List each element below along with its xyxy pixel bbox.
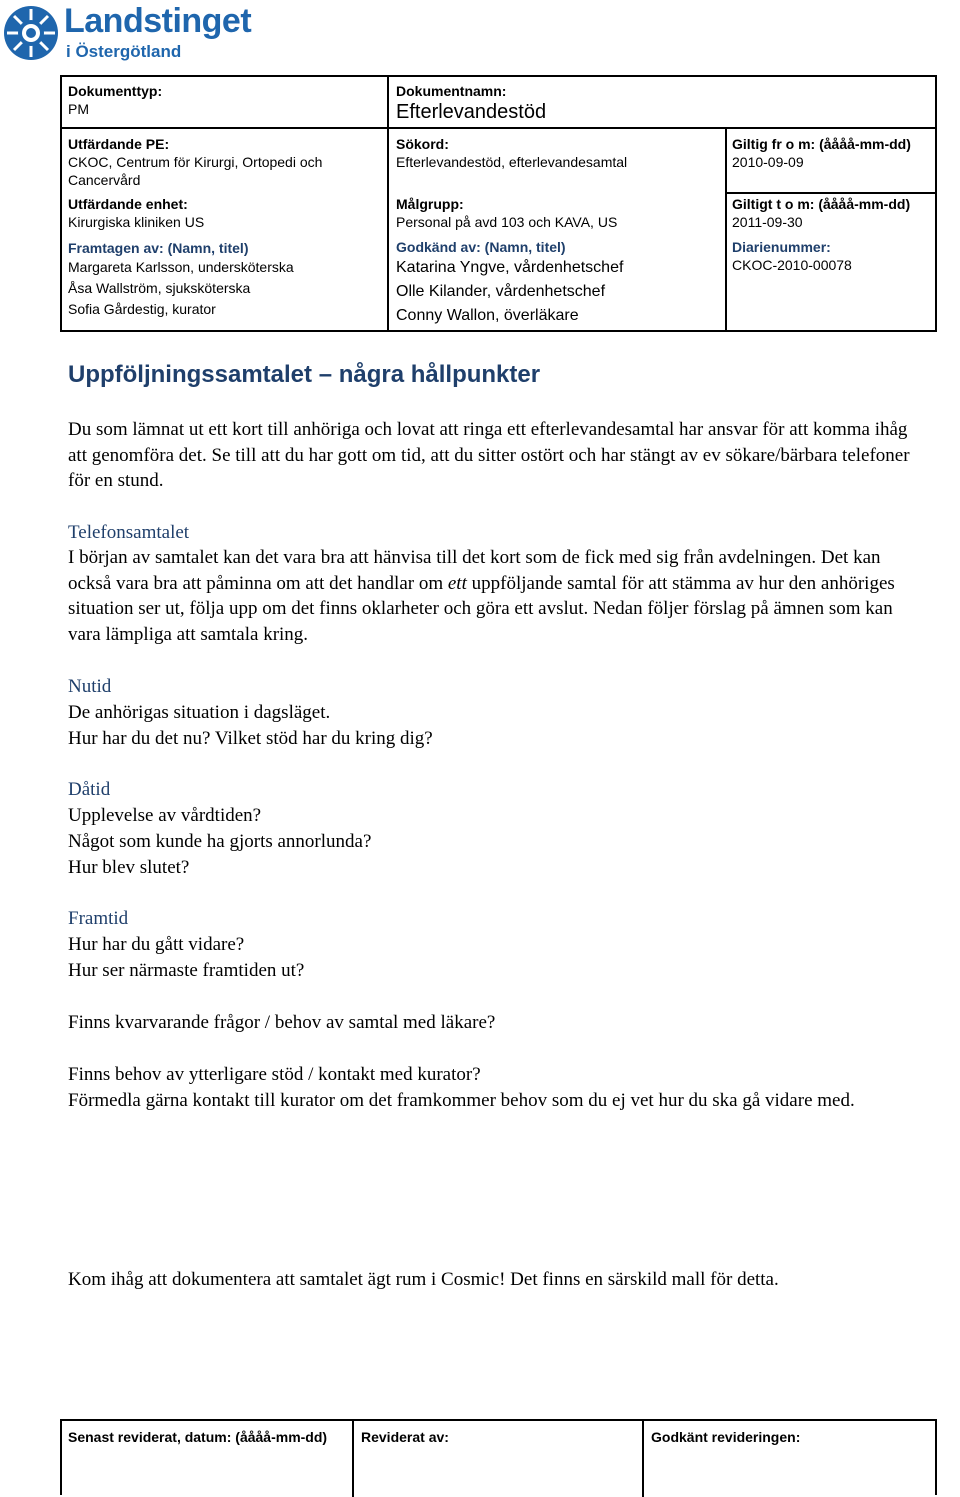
telefonsamtalet-emphasis: ett <box>447 572 467 594</box>
utfardande-enhet-value: Kirurgiska kliniken US <box>68 214 205 230</box>
diarienummer-label: Diarienummer: <box>732 239 831 255</box>
revision-table <box>60 1419 937 1495</box>
utfardande-pe-value: Cancervård <box>68 172 141 188</box>
godkand-value: Katarina Yngve, vårdenhetschef <box>396 259 624 276</box>
godkand-label: Godkänd av: (Namn, titel) <box>396 239 566 255</box>
logo-subtitle: i Östergötland <box>66 42 182 61</box>
dokumentnamn-value: Efterlevandestöd <box>396 101 547 123</box>
giltig-t-cell <box>732 196 910 231</box>
reviderat-av-label: Reviderat av: <box>361 1429 449 1445</box>
dokumentnamn-cell <box>396 83 546 124</box>
logo-title: Landstinget <box>64 2 252 40</box>
giltig-t-value: 2011-09-30 <box>732 214 803 230</box>
datid-line: Hur blev slutet? <box>68 857 190 878</box>
godkant-revideringen-label: Godkänt revideringen: <box>651 1429 801 1445</box>
utfardande-pe-label: Utfärdande PE: <box>68 136 170 152</box>
nutid-heading: Nutid <box>68 676 112 697</box>
cosmic-reminder: Kom ihåg att dokumentera att samtalet ägt rum i Cosmic! Det finns en särskild mall för detta. <box>68 1269 779 1290</box>
lakare-line: Finns kvarvarande frågor / behov av samtal med läkare? <box>68 1012 496 1033</box>
sun-emblem-icon <box>2 4 60 62</box>
page-title: Uppföljningssamtalet – några hållpunkter <box>68 361 541 388</box>
row-divider <box>62 127 935 129</box>
senast-reviderat-label: Senast reviderat, datum: (åååå-mm-dd) <box>68 1429 328 1445</box>
utfardande-enhet-label: Utfärdande enhet: <box>68 196 188 212</box>
dokumentnamn-label: Dokumentnamn: <box>396 83 507 99</box>
datid-line: Något som kunde ha gjorts annorlunda? <box>68 831 372 852</box>
framtid-line: Hur ser närmaste framtiden ut? <box>68 960 305 981</box>
godkand-value: Olle Kilander, vårdenhetschef <box>396 283 606 300</box>
document-header-table <box>60 75 937 332</box>
column-divider <box>352 1421 354 1497</box>
diarienummer-value: CKOC-2010-00078 <box>732 257 852 273</box>
sokord-value: Efterlevandestöd, efterlevandesamtal <box>396 154 628 170</box>
framtagen-value: Åsa Wallström, sjuksköterska <box>68 280 251 296</box>
framtagen-label: Framtagen av: (Namn, titel) <box>68 240 249 256</box>
malgrupp-value: Personal på avd 103 och KAVA, US <box>396 214 618 230</box>
malgrupp-cell <box>396 196 617 231</box>
framtid-line: Hur har du gått vidare? <box>68 934 245 955</box>
telefonsamtalet-text: I början av samtalet kan det vara bra att hänvisa till det kort som de fick med sig från avdelningen. Det kan också vara bra att påminna om att det handlar om <box>68 547 881 594</box>
datid-heading: Dåtid <box>68 779 111 800</box>
column-divider <box>387 77 389 330</box>
telefonsamtalet-heading: Telefonsamtalet <box>68 522 190 543</box>
datid-line: Upplevelse av vårdtiden? <box>68 805 262 826</box>
godkand-cell <box>396 239 623 328</box>
telefonsamtalet-text: uppföljande samtal för att stämma av hur den anhöriges situation ser ut, följa upp om det finns oklarheter och göra ett avslut. Nedan följer förslag på ämnen som kan vara lämpliga att samtala kring. <box>68 572 895 645</box>
framtagen-value: Margareta Karlsson, undersköterska <box>68 259 294 275</box>
framtid-heading: Framtid <box>68 908 129 929</box>
intro-paragraph: Du som lämnat ut ett kort till anhöriga och lovat att ringa ett efterlevandesamtal har ansvar för att komma ihåg att genomföra det. Se till att du har gott om tid, att du sitter ostört och har stängt av ev sökare/bärbara telefoner för en stund. <box>68 419 910 491</box>
framtagen-value: Sofia Gårdestig, kurator <box>68 301 216 317</box>
dokumenttyp-cell <box>68 83 162 118</box>
giltig-fr-value: 2010-09-09 <box>732 154 804 170</box>
column-divider <box>642 1421 644 1497</box>
framtagen-cell <box>68 240 294 320</box>
godkand-value: Conny Wallon, överläkare <box>396 307 579 324</box>
nutid-line: De anhörigas situation i dagsläget. <box>68 702 331 723</box>
column-divider <box>725 129 727 330</box>
utfardande-pe-value: CKOC, Centrum för Kirurgi, Ortopedi och <box>68 154 323 170</box>
malgrupp-label: Målgrupp: <box>396 196 464 212</box>
row-divider <box>725 192 935 194</box>
giltig-t-label: Giltigt t o m: (åååå-mm-dd) <box>732 196 911 212</box>
dokumenttyp-label: Dokumenttyp: <box>68 83 163 99</box>
utfardande-pe-cell <box>68 136 378 189</box>
kurator-line: Finns behov av ytterligare stöd / kontakt med kurator? <box>68 1064 481 1085</box>
sokord-label: Sökord: <box>396 136 449 152</box>
giltig-fr-label: Giltig fr o m: (åååå-mm-dd) <box>732 136 911 152</box>
nutid-line: Hur har du det nu? Vilket stöd har du kring dig? <box>68 728 433 749</box>
organization-logo <box>0 0 270 68</box>
kurator-paragraph: Förmedla gärna kontakt till kurator om det framkommer behov som du ej vet hur du ska gå vidare med. <box>68 1090 855 1111</box>
utfardande-enhet-cell <box>68 196 204 231</box>
diarienummer-cell <box>732 239 852 274</box>
giltig-fr-cell <box>732 136 911 171</box>
sokord-cell <box>396 136 627 171</box>
dokumenttyp-value: PM <box>68 101 89 117</box>
telefonsamtalet-paragraph <box>68 545 928 647</box>
